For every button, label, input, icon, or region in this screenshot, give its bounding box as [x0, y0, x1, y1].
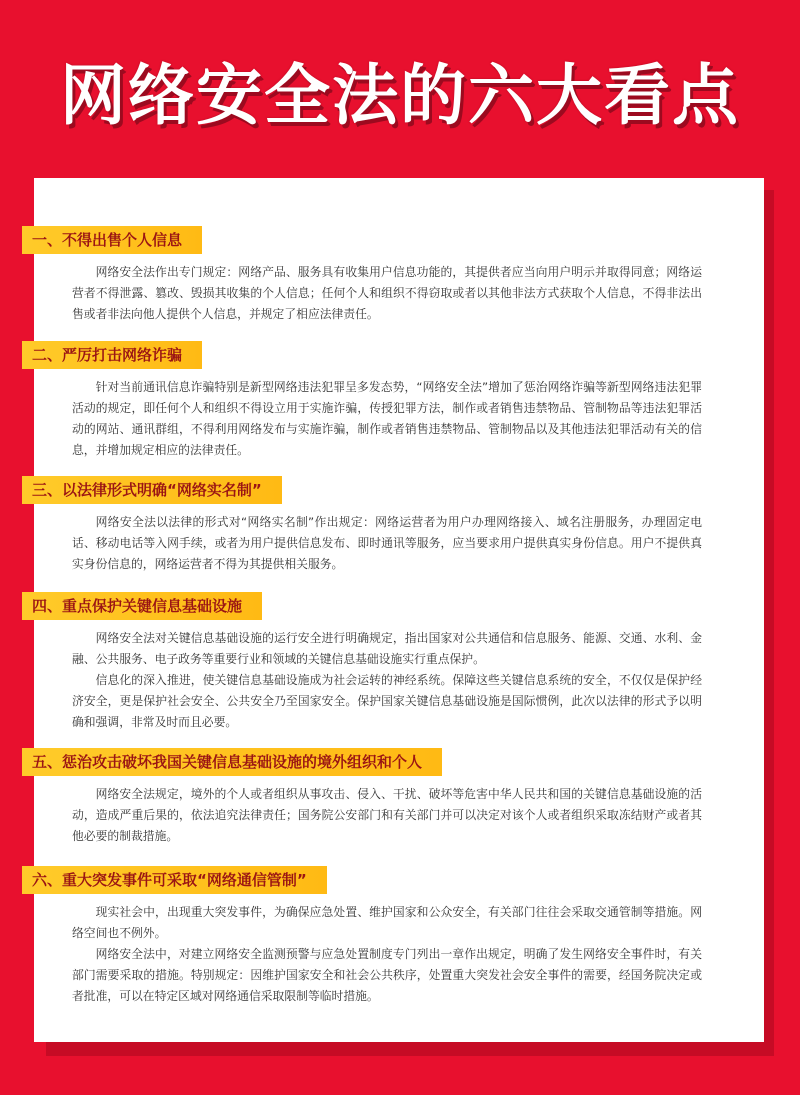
section-paragraph: 网络安全法中，对建立网络安全监测预警与应急处置制度专门列出一章作出规定，明确了发生网络安全事件时，有关部门需要采取的措施。特别规定：因维护国家安全和社会公共秩序，处置重大突发社会安全事件的需要，经国务院决定或者批准，可以在特定区域对网络通信采取限制等临时措施。	[72, 947, 702, 1003]
section-paragraph: 网络安全法以法律的形式对“网络实名制”作出规定：网络运营者为用户办理网络接入、域名注册服务，办理固定电话、移动电话等入网手续，或者为用户提供信息发布、即时通讯等服务，应当要求用户提供真实身份信息。用户不提供真实身份信息的，网络运营者不得为其提供相关服务。	[72, 515, 702, 571]
section-paragraph: 信息化的深入推进，使关键信息基础设施成为社会运转的神经系统。保障这些关键信息系统的安全，不仅仅是保护经济安全，更是保护社会安全、公共安全乃至国家安全。保护国家关键信息基础设施是国际惯例，此次以法律的形式予以明确和强调，非常及时而且必要。	[72, 673, 702, 729]
section-heading: 五、惩治攻击破坏我国关键信息基础设施的境外组织和个人	[22, 748, 442, 776]
section-heading: 二、严厉打击网络诈骗	[22, 341, 202, 369]
section-heading: 四、重点保护关键信息基础设施	[22, 592, 262, 620]
section-4	[34, 592, 764, 733]
page-title: 网络安全法的六大看点	[60, 57, 740, 134]
section-1	[34, 226, 764, 325]
section-3	[34, 476, 764, 575]
section-5	[34, 748, 764, 847]
section-paragraph: 针对当前通讯信息诈骗特别是新型网络违法犯罪呈多发态势，“网络安全法”增加了惩治网络诈骗等新型网络违法犯罪活动的规定，即任何个人和组织不得设立用于实施诈骗，传授犯罪方法，制作或者销售违禁物品、管制物品等违法犯罪活动的网站、通讯群组，不得利用网络发布与实施诈骗，制作或者销售违禁物品、管制物品以及其他违法犯罪活动有关的信息，并增加规定相应的法律责任。	[72, 380, 702, 457]
section-paragraph: 现实社会中，出现重大突发事件，为确保应急处置、维护国家和公众安全，有关部门往往会采取交通管制等措施。网络空间也不例外。	[72, 905, 702, 940]
section-paragraph: 网络安全法对关键信息基础设施的运行安全进行明确规定，指出国家对公共通信和信息服务、能源、交通、水利、金融、公共服务、电子政务等重要行业和领域的关键信息基础设施实行重点保护。	[72, 631, 702, 666]
section-2	[34, 341, 764, 461]
section-heading: 三、以法律形式明确“网络实名制”	[22, 476, 282, 504]
section-heading: 六、重大突发事件可采取“网络通信管制”	[22, 866, 327, 894]
section-paragraph: 网络安全法规定，境外的个人或者组织从事攻击、侵入、干扰、破坏等危害中华人民共和国的关键信息基础设施的活动，造成严重后果的，依法追究法律责任；国务院公安部门和有关部门并可以决定对该个人或者组织采取冻结财产或者其他必要的制裁措施。	[72, 787, 702, 843]
section-heading: 一、不得出售个人信息	[22, 226, 202, 254]
content-panel	[34, 178, 764, 1042]
section-6	[34, 866, 764, 1007]
section-paragraph: 网络安全法作出专门规定：网络产品、服务具有收集用户信息功能的，其提供者应当向用户明示并取得同意；网络运营者不得泄露、篡改、毁损其收集的个人信息；任何个人和组织不得窃取或者以其他非法方式获取个人信息，不得非法出售或者非法向他人提供个人信息，并规定了相应法律责任。	[72, 265, 702, 321]
